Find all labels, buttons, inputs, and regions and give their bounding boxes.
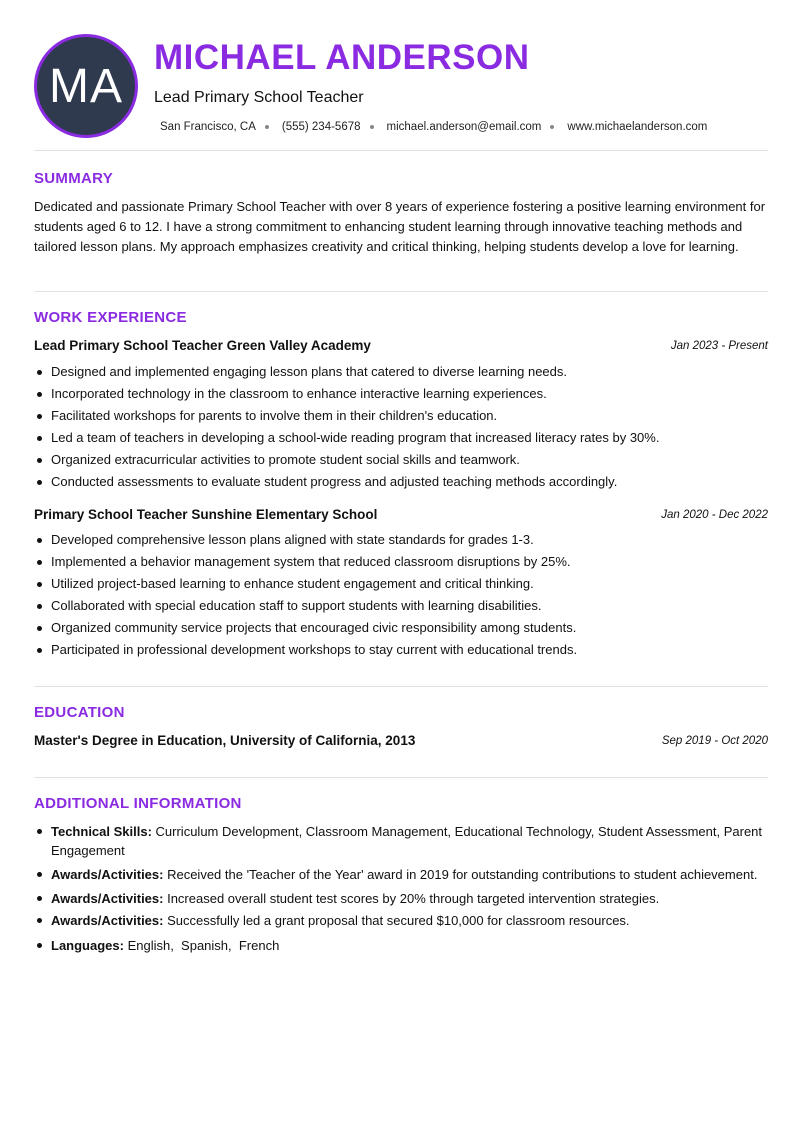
item-label: Awards/Activities: <box>51 867 164 882</box>
list-item: Developed comprehensive lesson plans aligned with state standards for grades 1-3. <box>34 531 768 553</box>
summary-heading: SUMMARY <box>34 170 114 187</box>
list-item: Collaborated with special education staff to support students with learning disabilities. <box>34 597 768 619</box>
education-dates: Sep 2019 - Oct 2020 <box>661 735 768 747</box>
list-item: Incorporated technology in the classroom to enhance interactive learning experiences. <box>34 385 768 407</box>
item-label: Technical Skills: <box>51 824 152 839</box>
item-text: Successfully led a grant proposal that secured $10,000 for classroom resources. <box>163 913 630 928</box>
candidate-name: MICHAEL ANDERSON <box>154 38 530 77</box>
contact-location <box>160 121 282 133</box>
list-item: Organized extracurricular activities to promote student social skills and teamwork. <box>34 451 768 473</box>
job-title: Primary School Teacher Sunshine Elementary School <box>34 507 378 522</box>
additional-information-heading: ADDITIONAL INFORMATION <box>34 795 242 812</box>
website-link[interactable]: www.michaelanderson.com <box>567 121 708 133</box>
job-dates: Jan 2020 - Dec 2022 <box>661 509 768 521</box>
list-item <box>34 822 768 860</box>
item-text: Curriculum Development, Classroom Management, Educational Technology, Student Assessment, Parent Engagement <box>51 824 763 858</box>
additional-info-list <box>34 822 768 960</box>
work-experience-heading: WORK EXPERIENCE <box>34 309 187 326</box>
phone-text: (555) 234-5678 <box>281 121 361 133</box>
list-item <box>34 865 768 884</box>
list-item: Facilitated workshops for parents to involve them in their children's education. <box>34 407 768 429</box>
location-text: San Francisco, CA <box>160 121 256 133</box>
item-label: Languages: <box>51 938 124 953</box>
summary-text: Dedicated and passionate Primary School Teacher with over 8 years of experience fostering a positive learning environment for students aged 6 to 12. I have a strong commitment to enhancing student learning through innovative teaching methods and tailored lesson plans. My approach emphasizes creativity and critical thinking, helping students develop a love for learning. <box>34 199 766 254</box>
email-link[interactable]: michael.anderson@email.com <box>386 121 542 133</box>
list-item: Implemented a behavior management system that reduced classroom disruptions by 25%. <box>34 553 768 575</box>
divider <box>34 291 768 292</box>
job-bullet-list <box>34 531 768 663</box>
item-label: Awards/Activities: <box>51 891 164 906</box>
list-item <box>34 936 768 955</box>
separator-dot <box>265 125 269 129</box>
resume-header <box>34 34 768 138</box>
item-text: English, Spanish, French <box>123 938 280 953</box>
list-item: Conducted assessments to evaluate student progress and adjusted teaching methods accordingly. <box>34 473 768 495</box>
list-item <box>34 889 768 908</box>
item-text: Increased overall student test scores by 20% through targeted intervention strategies. <box>163 891 660 906</box>
job-header <box>34 338 768 356</box>
divider <box>34 150 768 151</box>
list-item: Designed and implemented engaging lesson plans that catered to diverse learning needs. <box>34 363 768 385</box>
contact-website <box>567 121 707 133</box>
contact-info <box>160 121 707 133</box>
education-entry <box>34 733 768 753</box>
separator-dot <box>370 125 374 129</box>
list-item: Led a team of teachers in developing a school-wide reading program that increased literacy rates by 30%. <box>34 429 768 451</box>
list-item: Organized community service projects that encouraged civic responsibility among students. <box>34 619 768 641</box>
divider <box>34 777 768 778</box>
job-dates: Jan 2023 - Present <box>670 340 768 352</box>
avatar-initials: MA <box>49 59 123 113</box>
degree-text: Master's Degree in Education, University of California, 2013 <box>34 733 416 748</box>
list-item: Participated in professional development workshops to stay current with educational trends. <box>34 641 768 663</box>
item-label: Awards/Activities: <box>51 913 164 928</box>
list-item: Utilized project-based learning to enhance student engagement and critical thinking. <box>34 575 768 597</box>
item-text: Received the 'Teacher of the Year' award in 2019 for outstanding contributions to student achievement. <box>163 867 758 882</box>
list-item <box>34 911 768 930</box>
job-header <box>34 507 768 525</box>
contact-phone <box>282 121 387 133</box>
avatar <box>34 34 138 138</box>
divider <box>34 686 768 687</box>
education-heading: EDUCATION <box>34 704 125 721</box>
contact-email <box>387 121 568 133</box>
separator-dot <box>550 125 554 129</box>
job-bullet-list <box>34 363 768 495</box>
candidate-role: Lead Primary School Teacher <box>154 89 364 106</box>
job-title: Lead Primary School Teacher Green Valley Academy <box>34 338 371 353</box>
